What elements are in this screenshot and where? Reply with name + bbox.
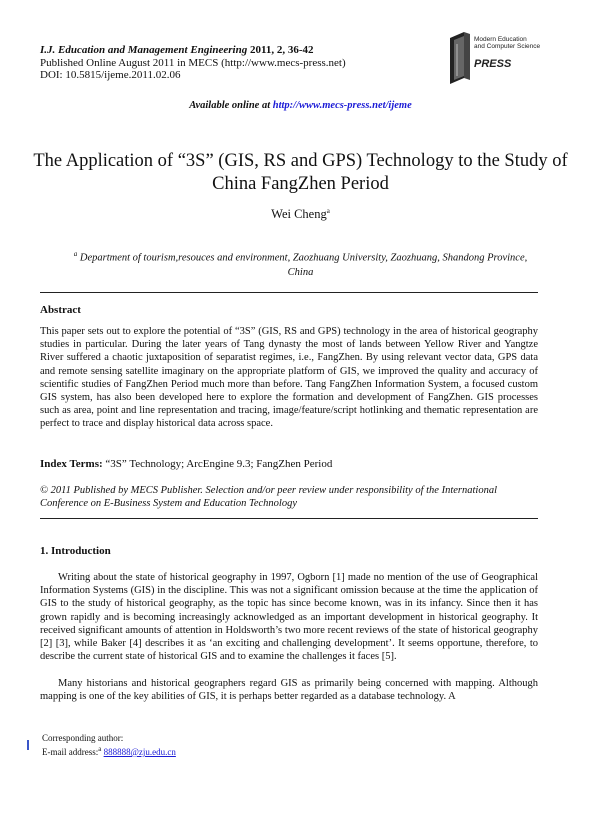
doi-line: DOI: 10.5815/ijeme.2011.02.06 [40, 69, 181, 81]
copyright-notice: © 2011 Published by MECS Publisher. Selection and/or peer review under responsibility of the International Conference on E-Business System and Education Technology [40, 485, 497, 510]
journal-volume: 2011, 2, 36-42 [249, 44, 314, 56]
logo-press: PRESS [474, 58, 512, 70]
index-terms [40, 458, 332, 470]
available-prefix: Available online at [189, 100, 273, 111]
footnote-marker-bar [27, 740, 29, 750]
divider-bottom [40, 518, 538, 519]
abstract-text: This paper sets out to explore the potential of “3S” (GIS, RS and GPS) technology in the area of historical geography studies in particular. During the later years of Tang dynasty the most of lands between Yellow River and Yangtze River suffered a chaotic juxtaposition of separatist regimes, i.e., FangZhen. By using relevant vector data, GPS data and remote sensing satellite imaginary on the appropriate platform of GIS, we improved the quality and accuracy of scientific studies of FangZhen Period much more than before. Tang FangZhen Information System, a focused custom GIS system, has also been developed here to explore the formation and development of FangZhen. GIS processes such as area, point and line representation and tracing, image/feature/script hotlinking and thematic representation are perfect to trace and display historical data across space. [40, 326, 538, 430]
author-line [0, 207, 601, 222]
author-sup: a [326, 207, 330, 215]
footnote [42, 733, 176, 758]
index-terms-text: “3S” Technology; ArcEngine 9.3; FangZhen Period [102, 458, 333, 470]
footnote-corresponding: Corresponding author: [42, 733, 124, 743]
available-online [0, 100, 601, 111]
footnote-sup: a [98, 745, 102, 753]
journal-name: I.J. Education and Management Engineering [40, 44, 248, 56]
journal-url-link[interactable]: http://www.mecs-press.net/ijeme [272, 100, 412, 111]
author-name: Wei Cheng [271, 207, 327, 222]
introduction-paragraph-2: Many historians and historical geographers regard GIS as primarily being concerned with mapping. Although mapping is one of the key abilities of GIS, it is perhaps better regarded as a database technology. A [40, 678, 538, 703]
introduction-heading: 1. Introduction [40, 545, 111, 557]
divider-top [40, 292, 538, 293]
affiliation [60, 247, 541, 280]
abstract-heading: Abstract [40, 304, 81, 316]
logo-text-2: and Computer Science [474, 43, 541, 50]
index-terms-label: Index Terms: [40, 458, 103, 470]
paper-title: The Application of “3S” (GIS, RS and GPS) Technology to the Study of China FangZhen Period [33, 151, 568, 194]
publisher-logo [448, 30, 558, 86]
introduction-paragraph-1: Writing about the state of historical geography in 1997, Ogborn [1] made no mention of the use of Geographical Information Systems (GIS) in the discipline. This was not a significant omission because at the time the application of GIS to the study of historical geography, as the topic has since become known, was in its infancy. Since then it has grown rapidly and is becoming increasingly acknowledged as an important development in historical geography. It received significant amounts of attention in Holdsworth’s two more recent reviews of the state of historical geography [2] [3], while Baker [4] describes it as ‘an exciting and challenging development’. It seems opportune, therefore, to describe the current state of historical GIS and to examine the challenges it faces [5]. [40, 572, 538, 663]
journal-header [40, 44, 346, 82]
footnote-email-link[interactable]: 888888@zju.edu.cn [103, 747, 176, 757]
affiliation-sup: a [73, 250, 78, 258]
affiliation-text: Department of tourism,resouces and environment, Zaozhuang University, Zaozhuang, Shandong Province, China [77, 252, 528, 278]
published-line: Published Online August 2011 in MECS (http://www.mecs-press.net) [40, 56, 346, 69]
logo-text-1: Modern Education [474, 36, 527, 43]
footnote-email-label: E-mail address: [42, 747, 99, 757]
